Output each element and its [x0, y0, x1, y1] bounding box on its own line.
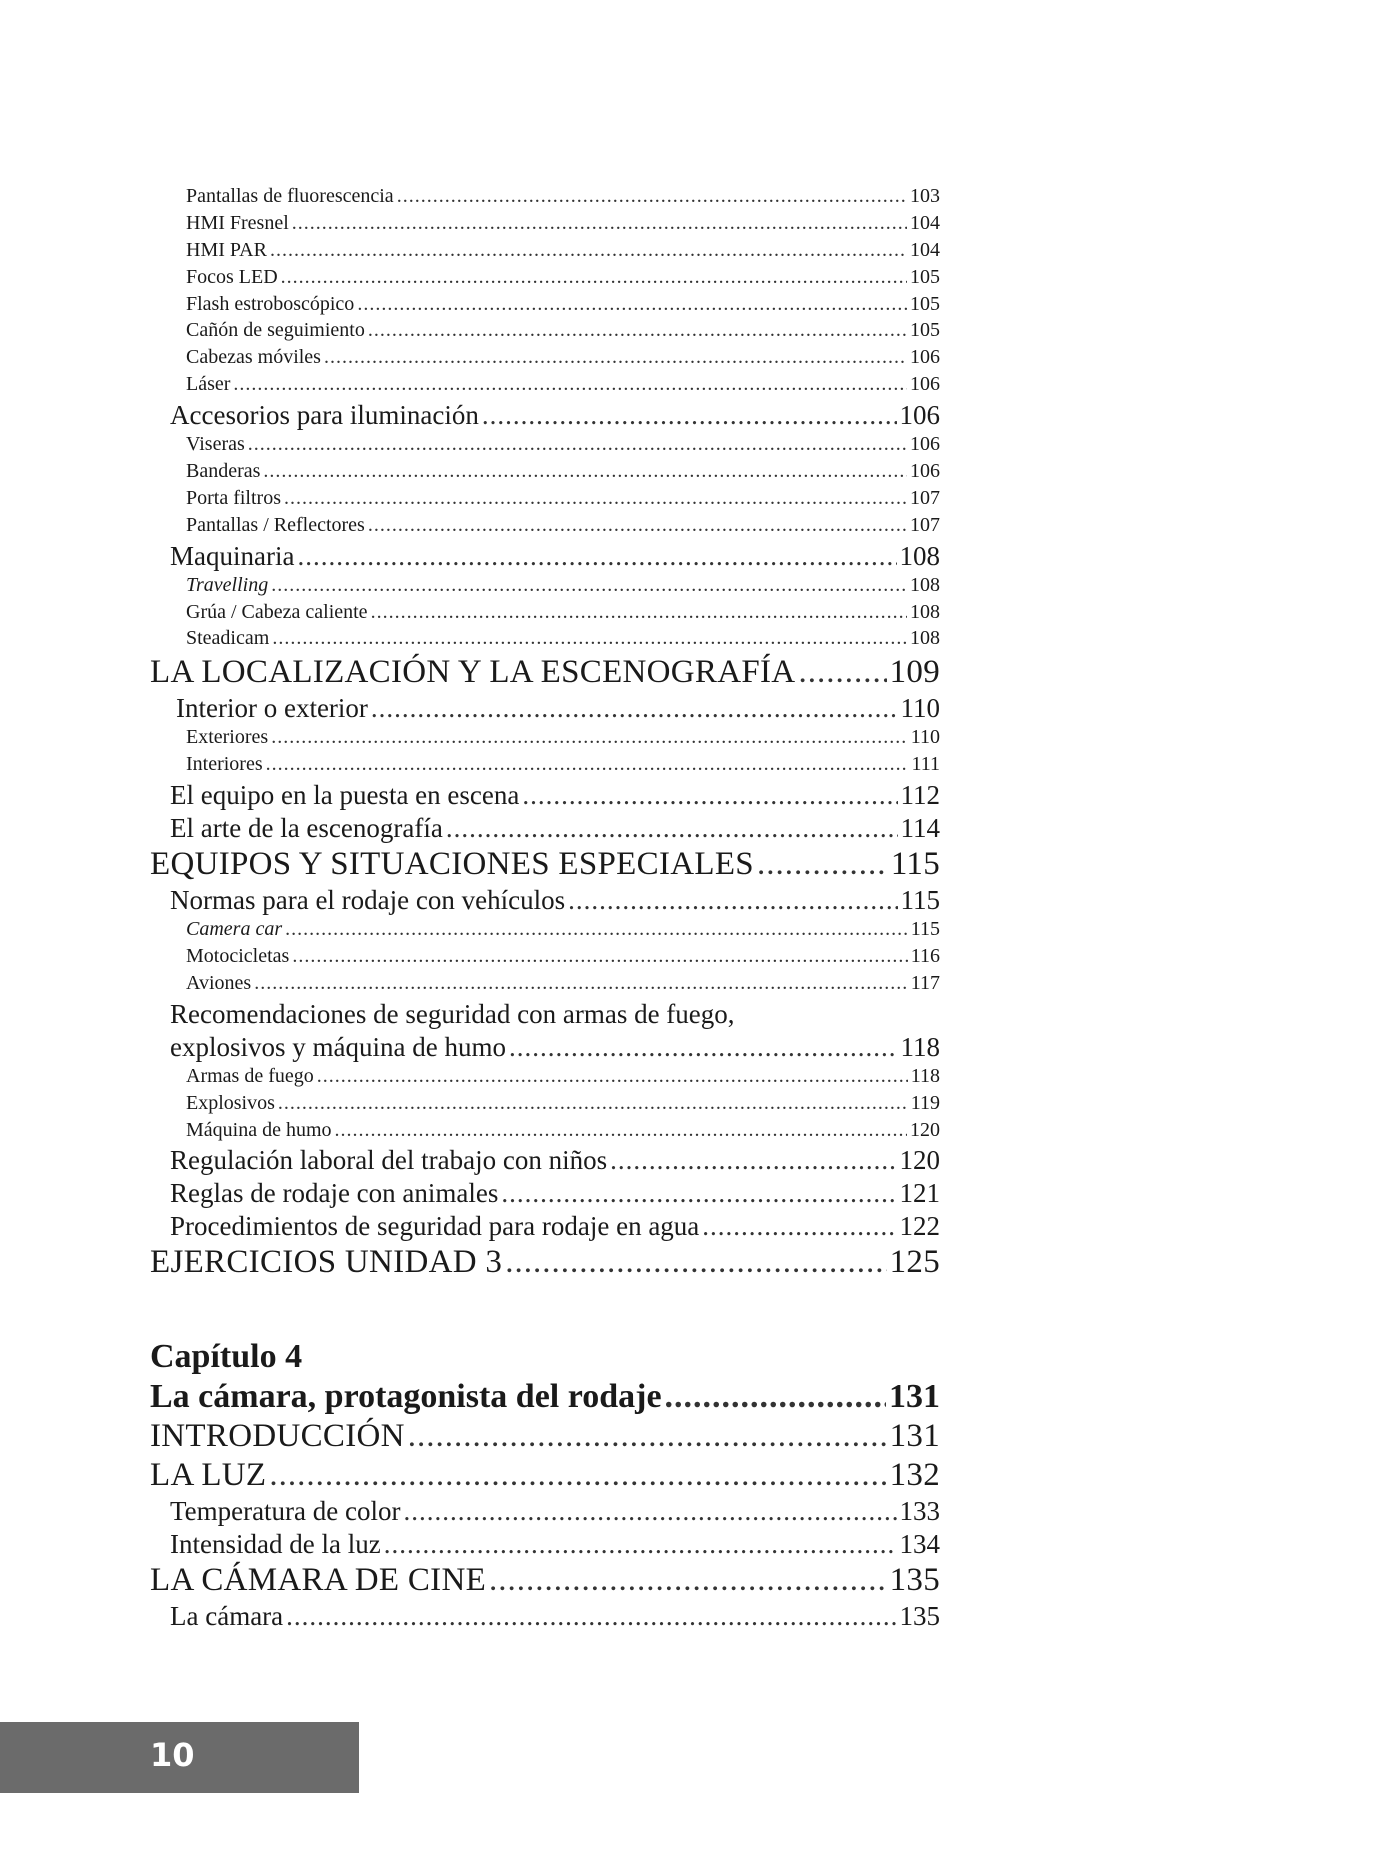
toc-entry-page: 114: [900, 813, 940, 844]
toc-entry-page: 134: [899, 1529, 940, 1560]
toc-entry-title: Grúa / Cabeza caliente: [186, 600, 368, 623]
toc-entry: [170, 780, 940, 813]
toc-entry-page: 118: [900, 1031, 940, 1062]
toc-entry-title: Intensidad de la luz: [170, 1529, 381, 1560]
toc-entry-title: Procedimientos de seguridad para rodaje en agua: [170, 1211, 700, 1242]
dot-leader: [266, 753, 909, 776]
dot-leader: [371, 601, 907, 624]
toc-entry: [186, 460, 940, 487]
toc-entry: [186, 293, 940, 320]
dot-leader: [482, 400, 897, 431]
dot-leader: [446, 813, 898, 844]
toc-entry-page: 115: [900, 885, 940, 916]
dot-leader: [284, 487, 907, 510]
spacer: [150, 1283, 940, 1338]
toc-entry: [186, 319, 940, 346]
toc-entry-page: 118: [910, 1064, 940, 1087]
toc-entry-page: 116: [910, 945, 940, 968]
toc-entry-title: HMI Fresnel: [186, 211, 289, 234]
toc-entry-page: 121: [899, 1178, 940, 1209]
toc-entry: [186, 627, 940, 654]
toc-entry-page: 103: [910, 185, 940, 207]
toc-entry-title: Focos LED: [186, 265, 278, 288]
toc-entry-title: Steadicam: [186, 627, 270, 650]
toc-entry-title: Recomendaciones de seguridad con armas de fuego,: [170, 998, 735, 1029]
dot-leader: [408, 1418, 887, 1455]
toc-entry-title: Regulación laboral del trabajo con niños: [170, 1145, 608, 1176]
toc-entry-page: 135: [899, 1601, 940, 1632]
toc-entry: [170, 1601, 940, 1634]
toc-entry-page: 107: [910, 486, 940, 509]
toc-entry-page: 106: [910, 460, 940, 483]
toc-entry: [150, 1244, 940, 1283]
toc-entry: [170, 1178, 940, 1211]
toc-entry: [186, 726, 940, 753]
toc-entry: [186, 212, 940, 239]
toc-entry-page: 111: [911, 753, 940, 776]
toc-entry-title: Maquinaria: [170, 540, 295, 571]
toc-entry: [170, 813, 940, 846]
toc-entry-page: 110: [910, 726, 940, 749]
dot-leader: [509, 1032, 898, 1063]
toc-entry-title: Interior o exterior: [176, 693, 368, 724]
toc-entry-page: 120: [899, 1145, 940, 1176]
dot-leader: [357, 293, 907, 316]
toc-entry-title: Temperatura de color: [170, 1496, 401, 1527]
toc-entry-title: Aviones: [186, 971, 252, 994]
toc-entry-title: Camera car: [186, 918, 283, 941]
dot-leader: [272, 627, 907, 650]
toc-entry: [186, 601, 940, 628]
toc-entry-title: El arte de la escenografía: [170, 813, 443, 844]
toc-entry: [186, 514, 940, 541]
toc-entry-title: La cámara: [170, 1601, 284, 1632]
toc-entry: [170, 1032, 940, 1065]
toc-entry: [170, 541, 940, 574]
toc-entry-title: Viseras: [186, 433, 245, 456]
toc-entry-page: 109: [889, 654, 940, 691]
toc-entry-page: 108: [910, 600, 940, 623]
dot-leader: [270, 239, 907, 262]
dot-leader: [702, 1211, 896, 1242]
toc-entry: [170, 1211, 940, 1244]
toc-entry-page: 110: [900, 693, 940, 724]
toc-entry-title: LA LUZ: [150, 1457, 267, 1494]
toc-entry: [170, 999, 940, 1032]
toc-entry-title: Flash estroboscópico: [186, 292, 355, 315]
dot-leader: [248, 433, 907, 456]
toc-entry-page: 106: [910, 346, 940, 369]
toc-entry-page: 108: [910, 627, 940, 650]
dot-leader: [489, 1562, 887, 1599]
dot-leader: [297, 541, 896, 572]
toc-entry-title: Armas de fuego: [186, 1064, 314, 1087]
toc-entry-title: Interiores: [186, 753, 263, 776]
toc-entry: [150, 1378, 940, 1418]
toc-entry-title: HMI PAR: [186, 238, 267, 261]
toc-entry-title: Porta filtros: [186, 486, 281, 509]
toc-entry: [170, 400, 940, 433]
table-of-contents: [150, 185, 940, 1634]
toc-entry-page: 105: [910, 319, 940, 342]
dot-leader: [384, 1529, 897, 1560]
dot-leader: [271, 574, 907, 597]
dot-leader: [610, 1145, 896, 1176]
toc-entry-page: 119: [910, 1091, 940, 1114]
toc-entry-title: Exteriores: [186, 726, 269, 749]
toc-entry: [186, 918, 940, 945]
dot-leader: [397, 185, 907, 208]
toc-entry: [186, 945, 940, 972]
toc-entry: [186, 266, 940, 293]
dot-leader: [286, 1601, 896, 1632]
dot-leader: [271, 726, 908, 749]
toc-entry-page: 112: [900, 780, 940, 811]
toc-entry-page: 135: [889, 1562, 940, 1599]
toc-entry-page: 108: [899, 540, 940, 571]
toc-entry: [150, 1562, 940, 1601]
toc-entry-title: Láser: [186, 373, 231, 396]
dot-leader: [263, 460, 907, 483]
toc-entry: [186, 972, 940, 999]
toc-entry-title: La cámara, protagonista del rodaje: [150, 1378, 662, 1416]
toc-entry-title: Explosivos: [186, 1091, 275, 1114]
toc-entry: [186, 346, 940, 373]
toc-entry-page: 117: [910, 971, 940, 994]
chapter-label: [150, 1338, 940, 1378]
toc-entry-title: Motocicletas: [186, 945, 290, 968]
toc-entry-title: LA LOCALIZACIÓN Y LA ESCENOGRAFÍA: [150, 654, 796, 691]
dot-leader: [368, 514, 907, 537]
toc-entry: [186, 1119, 940, 1146]
dot-leader: [522, 780, 897, 811]
toc-entry: [150, 654, 940, 693]
toc-entry-page: 131: [889, 1378, 940, 1416]
toc-entry-page: 104: [910, 211, 940, 234]
toc-entry-title: Normas para el rodaje con vehículos: [170, 885, 566, 916]
toc-entry-page: 132: [889, 1457, 940, 1494]
toc-entry-title: explosivos y máquina de humo: [170, 1031, 506, 1062]
toc-entry-title: Banderas: [186, 460, 261, 483]
dot-leader: [798, 654, 886, 691]
toc-entry: [186, 239, 940, 266]
toc-entry-title: El equipo en la puesta en escena: [170, 780, 520, 811]
toc-entry-title: Pantallas de fluorescencia: [186, 185, 394, 207]
toc-entry: [150, 1457, 940, 1496]
toc-entry-page: 115: [890, 846, 940, 883]
toc-entry: [150, 846, 940, 885]
toc-entry-page: 133: [899, 1496, 940, 1527]
toc-entry-page: 106: [910, 433, 940, 456]
toc-entry: [186, 1092, 940, 1119]
dot-leader: [335, 1119, 907, 1142]
toc-entry-page: 115: [910, 918, 940, 941]
page-number: 10: [150, 1736, 195, 1774]
toc-entry-title: Cabezas móviles: [186, 346, 321, 369]
toc-entry-title: EQUIPOS Y SITUACIONES ESPECIALES: [150, 846, 754, 883]
dot-leader: [505, 1244, 886, 1281]
toc-entry-page: 104: [910, 238, 940, 261]
toc-entry-title: INTRODUCCIÓN: [150, 1418, 405, 1455]
dot-leader: [757, 846, 888, 883]
toc-entry: [170, 1529, 940, 1562]
dot-leader: [501, 1178, 896, 1209]
toc-entry-page: 106: [910, 373, 940, 396]
toc-entry-title: Accesorios para iluminación: [170, 400, 479, 431]
dot-leader: [285, 918, 908, 941]
toc-entry: [186, 1065, 940, 1092]
dot-leader: [281, 266, 907, 289]
toc-entry: [186, 185, 940, 212]
dot-leader: [665, 1378, 886, 1416]
toc-entry-title: Reglas de rodaje con animales: [170, 1178, 499, 1209]
toc-entry-page: 107: [910, 513, 940, 536]
toc-entry-page: 105: [910, 292, 940, 315]
toc-entry-title: Travelling: [186, 573, 269, 596]
dot-leader: [317, 1065, 908, 1088]
toc-entry: [186, 487, 940, 514]
toc-entry-page: 106: [899, 400, 940, 431]
toc-entry: [150, 1418, 940, 1457]
toc-entry-page: 105: [910, 265, 940, 288]
dot-leader: [371, 693, 898, 724]
toc-entry: [186, 373, 940, 400]
toc-entry-page: 122: [899, 1211, 940, 1242]
dot-leader: [568, 885, 897, 916]
toc-entry: [170, 885, 940, 918]
page-number-tab: [0, 1722, 359, 1793]
dot-leader: [324, 346, 907, 369]
toc-entry-title: Máquina de humo: [186, 1118, 332, 1141]
dot-leader: [233, 373, 907, 396]
toc-entry-title: Pantallas / Reflectores: [186, 513, 365, 536]
toc-entry-title: Cañón de seguimiento: [186, 319, 365, 342]
dot-leader: [292, 212, 907, 235]
toc-entry-page: 125: [889, 1244, 940, 1281]
toc-entry: [186, 753, 940, 780]
dot-leader: [404, 1496, 897, 1527]
toc-entry: [176, 693, 940, 726]
toc-entry: [186, 433, 940, 460]
dot-leader: [254, 972, 908, 995]
toc-entry: [170, 1145, 940, 1178]
toc-entry-title: EJERCICIOS UNIDAD 3: [150, 1244, 503, 1281]
toc-entry-page: 131: [889, 1418, 940, 1455]
toc-entry: [186, 574, 940, 601]
dot-leader: [292, 945, 907, 968]
toc-entry-page: 108: [910, 573, 940, 596]
toc-entry-page: 120: [910, 1118, 940, 1141]
toc-entry-title: LA CÁMARA DE CINE: [150, 1562, 487, 1599]
dot-leader: [368, 319, 907, 342]
toc-entry: [170, 1496, 940, 1529]
chapter-label-text: Capítulo 4: [150, 1338, 303, 1376]
dot-leader: [269, 1457, 886, 1494]
dot-leader: [278, 1092, 908, 1115]
